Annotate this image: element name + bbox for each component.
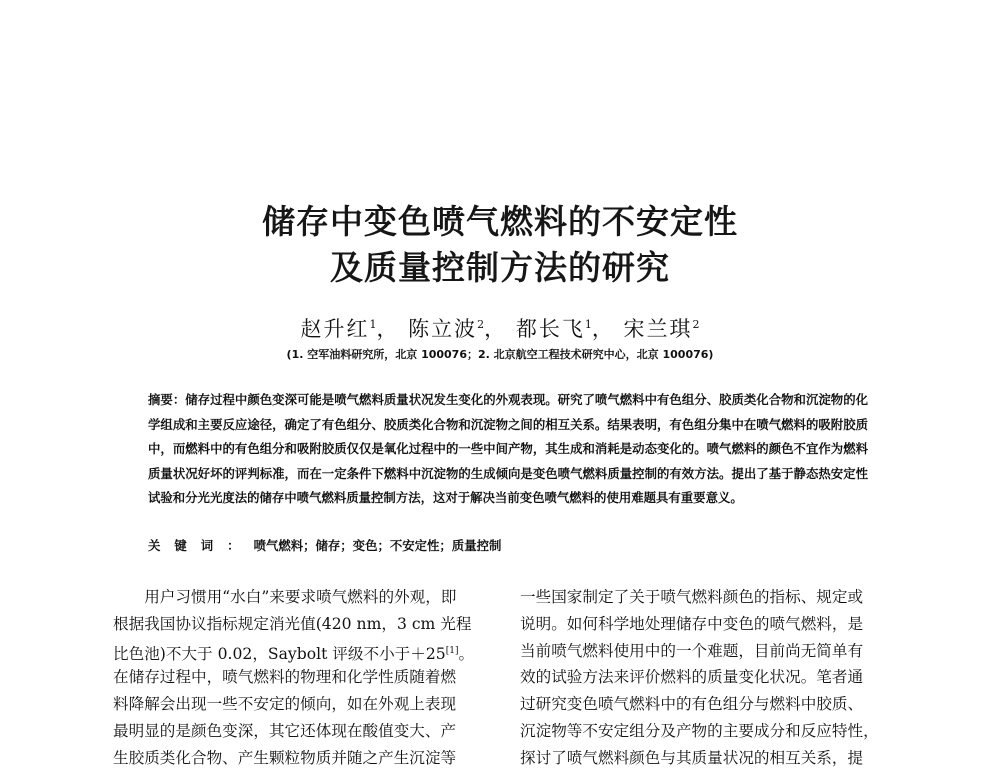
- author-affil-mark: 1: [584, 318, 592, 331]
- author-affil-mark: 2: [477, 318, 485, 331]
- body-line: 过研究变色喷气燃料中的有色组分与燃料中胶质、: [520, 695, 864, 714]
- paper-title-line-2: 及质量控制方法的研究: [330, 248, 670, 287]
- paper-title-line-1: 储存中变色喷气燃料的不安定性: [262, 202, 738, 241]
- author-separator: ，: [484, 317, 508, 341]
- body-line: 根据我国协议指标规定消光值(420 nm，3 cm 光程: [113, 614, 472, 633]
- body-line: 料降解会出现一些不安定的倾向，如在外观上表现: [113, 695, 457, 714]
- body-line: 说明。如何科学地处理储存中变色的喷气燃料，是: [520, 614, 864, 633]
- body-line: 一些国家制定了关于喷气燃料颜色的指标、规定或: [520, 588, 864, 606]
- author-affil-mark: 2: [692, 318, 700, 331]
- author-separator: ，: [591, 317, 615, 341]
- abstract-label: 摘要：: [148, 392, 186, 407]
- keywords-text: 喷气燃料；储存；变色；不安定性；质量控制: [253, 538, 502, 553]
- body-column-left: [113, 584, 487, 772]
- author-affil-mark: 1: [369, 318, 377, 331]
- body-line: 最明显的是颜色变深，其它还体现在酸值变大、产: [113, 721, 457, 740]
- author-list: [0, 313, 1000, 343]
- body-line: 探讨了喷气燃料颜色与其质量状况的相互关系，提: [520, 748, 864, 767]
- body-line-text: 比色池)不大于 0.02，Saybolt 评级不小于＋25: [113, 644, 446, 663]
- body-line-tail: 。: [458, 644, 475, 663]
- body-line: 当前喷气燃料使用中的一个难题，目前尚无简单有: [520, 641, 864, 660]
- abstract: [148, 388, 868, 511]
- author-name: 都长飞: [515, 317, 585, 341]
- body-line: 用户习惯用“水白”来要求喷气燃料的外观，即: [113, 588, 457, 606]
- body-line: 效的试验方法来评价燃料的质量变化状况。笔者通: [520, 668, 864, 687]
- body-line-with-citation: [113, 638, 487, 665]
- body-line: 生胶质类化合物、产生颗粒物质并随之产生沉淀等: [113, 748, 457, 767]
- keywords: [148, 536, 868, 554]
- body-line: 沉淀物等不安定组分及产物的主要成分和反应特性，: [520, 721, 879, 740]
- affiliation: (1. 空军油料研究所，北京 100076；2. 北京航空工程技术研究中心，北京 100076): [286, 348, 714, 361]
- author-name: 陈立波: [408, 317, 478, 341]
- body-line: 在储存过程中，喷气燃料的物理和化学性质随着燃: [113, 668, 457, 687]
- keywords-label: 关键词：: [148, 538, 254, 553]
- author-name: 赵升红: [300, 317, 370, 341]
- abstract-text: 储存过程中颜色变深可能是喷气燃料质量状况发生变化的外观表现。研究了喷气燃料中有色组分、胶质类化合物和沉淀物的化学组成和主要反应途径，确定了有色组分、胶质类化合物和沉淀物之间的相互关系。结果表明，有色组分集中在喷气燃料的吸附胶质中，而燃料中的有色组分和吸附胶质仅仅是氧化过程中的一些中间产物，其生成和消耗是动态变化的。喷气燃料的颜色不宜作为燃料质量状况好坏的评判标准，而在一定条件下燃料中沉淀物的生成倾向是变色喷气燃料质量控制的有效方法。提出了基于静态热安定性试验和分光光度法的储存中喷气燃料质量控制方法，这对于解决当前变色喷气燃料的使用难题具有重要意义。: [148, 392, 869, 506]
- body-column-right: [520, 584, 894, 772]
- citation-ref: [1]: [445, 645, 459, 656]
- author-name: 宋兰琪: [623, 317, 693, 341]
- author-separator: ，: [376, 317, 400, 341]
